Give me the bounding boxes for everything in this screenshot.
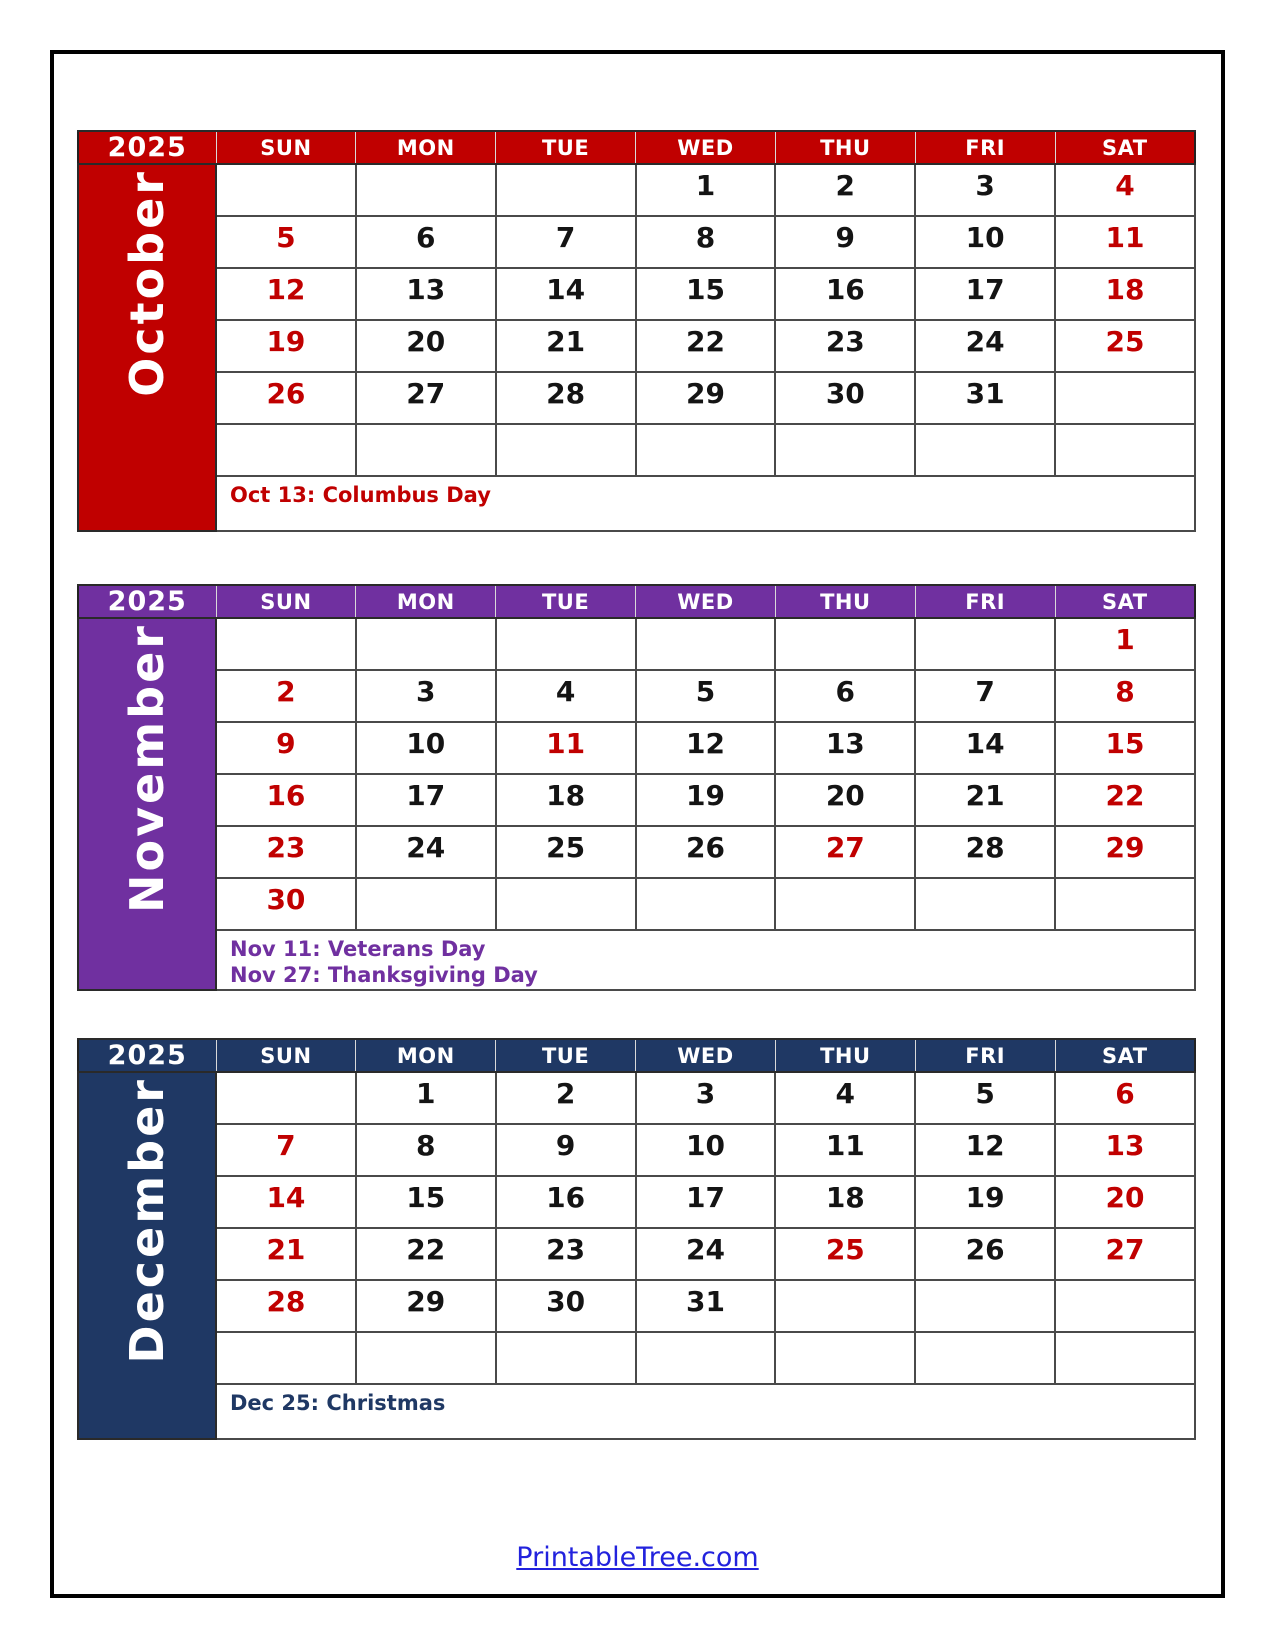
date-cell-20: 20 [1055, 1176, 1195, 1228]
date-cell-26: 26 [915, 1228, 1055, 1280]
date-cell-empty [216, 1332, 356, 1384]
date-cell-10: 10 [356, 722, 496, 774]
date-cell-5: 5 [636, 670, 776, 722]
date-cell-9: 9 [216, 722, 356, 774]
day-header-fri: FRI [915, 1039, 1055, 1072]
date-cell-29: 29 [356, 1280, 496, 1332]
date-cell-31: 31 [915, 372, 1055, 424]
date-cell-11: 11 [496, 722, 636, 774]
day-header-mon: MON [356, 585, 496, 618]
week-row [78, 1280, 1195, 1332]
date-cell-3: 3 [636, 1072, 776, 1124]
date-cell-31: 31 [636, 1280, 776, 1332]
date-cell-empty [1055, 878, 1195, 930]
holiday-note: Oct 13: Columbus Day [230, 483, 491, 507]
year-label: 2025 [78, 585, 216, 618]
date-cell-20: 20 [356, 320, 496, 372]
date-cell-1: 1 [1055, 618, 1195, 670]
day-header-wed: WED [636, 1039, 776, 1072]
date-cell-30: 30 [496, 1280, 636, 1332]
date-cell-empty [496, 878, 636, 930]
date-cell-empty [216, 424, 356, 476]
date-cell-22: 22 [636, 320, 776, 372]
day-header-wed: WED [636, 585, 776, 618]
date-cell-3: 3 [356, 670, 496, 722]
date-cell-10: 10 [636, 1124, 776, 1176]
holiday-notes-row [78, 1384, 1195, 1439]
day-header-mon: MON [356, 131, 496, 164]
date-cell-29: 29 [1055, 826, 1195, 878]
week-row [78, 618, 1195, 670]
date-cell-25: 25 [775, 1228, 915, 1280]
date-cell-17: 17 [915, 268, 1055, 320]
holiday-notes [216, 930, 1195, 990]
date-cell-11: 11 [775, 1124, 915, 1176]
date-cell-28: 28 [915, 826, 1055, 878]
date-cell-23: 23 [775, 320, 915, 372]
week-row [78, 722, 1195, 774]
printabletree-link[interactable]: PrintableTree.com [516, 1542, 759, 1573]
day-header-fri: FRI [915, 131, 1055, 164]
date-cell-empty [356, 1332, 496, 1384]
date-cell-20: 20 [775, 774, 915, 826]
date-cell-24: 24 [915, 320, 1055, 372]
october-calendar [77, 130, 1196, 532]
month-bar [78, 618, 216, 990]
date-cell-19: 19 [636, 774, 776, 826]
date-cell-19: 19 [915, 1176, 1055, 1228]
date-cell-14: 14 [915, 722, 1055, 774]
date-cell-empty [496, 164, 636, 216]
date-cell-8: 8 [636, 216, 776, 268]
date-cell-empty [216, 164, 356, 216]
date-cell-26: 26 [636, 826, 776, 878]
holiday-note: Nov 11: Veterans Day [230, 937, 486, 961]
date-cell-29: 29 [636, 372, 776, 424]
date-cell-empty [496, 424, 636, 476]
holiday-note: Nov 27: Thanksgiving Day [230, 963, 538, 988]
year-label: 2025 [78, 1039, 216, 1072]
date-cell-24: 24 [636, 1228, 776, 1280]
date-cell-6: 6 [775, 670, 915, 722]
date-cell-empty [915, 1280, 1055, 1332]
date-cell-27: 27 [1055, 1228, 1195, 1280]
day-header-sat: SAT [1055, 585, 1195, 618]
date-cell-4: 4 [775, 1072, 915, 1124]
week-row [78, 1332, 1195, 1384]
date-cell-13: 13 [356, 268, 496, 320]
date-cell-16: 16 [496, 1176, 636, 1228]
week-row [78, 670, 1195, 722]
date-cell-27: 27 [775, 826, 915, 878]
week-row [78, 320, 1195, 372]
date-cell-14: 14 [496, 268, 636, 320]
date-cell-empty [356, 424, 496, 476]
weekday-header-row [78, 585, 1195, 618]
holiday-notes-row [78, 476, 1195, 531]
weekday-header-row [78, 1039, 1195, 1072]
day-header-tue: TUE [496, 131, 636, 164]
date-cell-empty [915, 424, 1055, 476]
date-cell-23: 23 [496, 1228, 636, 1280]
date-cell-13: 13 [775, 722, 915, 774]
date-cell-8: 8 [1055, 670, 1195, 722]
footer [0, 1542, 1275, 1573]
date-cell-9: 9 [775, 216, 915, 268]
holiday-notes [216, 1384, 1195, 1439]
date-cell-empty [775, 878, 915, 930]
date-cell-17: 17 [636, 1176, 776, 1228]
week-row [78, 774, 1195, 826]
date-cell-18: 18 [775, 1176, 915, 1228]
date-cell-2: 2 [775, 164, 915, 216]
date-cell-4: 4 [1055, 164, 1195, 216]
date-cell-11: 11 [1055, 216, 1195, 268]
week-row [78, 216, 1195, 268]
date-cell-empty [356, 618, 496, 670]
date-cell-empty [216, 618, 356, 670]
date-cell-empty [775, 618, 915, 670]
week-row [78, 164, 1195, 216]
december-calendar [77, 1038, 1196, 1440]
date-cell-15: 15 [356, 1176, 496, 1228]
date-cell-21: 21 [915, 774, 1055, 826]
date-cell-4: 4 [496, 670, 636, 722]
date-cell-16: 16 [775, 268, 915, 320]
date-cell-empty [915, 878, 1055, 930]
date-cell-12: 12 [216, 268, 356, 320]
date-cell-21: 21 [496, 320, 636, 372]
date-cell-27: 27 [356, 372, 496, 424]
date-cell-15: 15 [636, 268, 776, 320]
date-cell-2: 2 [216, 670, 356, 722]
date-cell-empty [1055, 372, 1195, 424]
date-cell-17: 17 [356, 774, 496, 826]
week-row [78, 372, 1195, 424]
day-header-thu: THU [775, 585, 915, 618]
month-label: December [120, 1077, 174, 1364]
day-header-sat: SAT [1055, 131, 1195, 164]
date-cell-2: 2 [496, 1072, 636, 1124]
date-cell-empty [356, 878, 496, 930]
date-cell-empty [1055, 1280, 1195, 1332]
date-cell-empty [496, 618, 636, 670]
week-row [78, 268, 1195, 320]
date-cell-7: 7 [216, 1124, 356, 1176]
date-cell-3: 3 [915, 164, 1055, 216]
date-cell-28: 28 [216, 1280, 356, 1332]
week-row [78, 878, 1195, 930]
week-row [78, 1072, 1195, 1124]
date-cell-26: 26 [216, 372, 356, 424]
date-cell-18: 18 [496, 774, 636, 826]
day-header-wed: WED [636, 131, 776, 164]
week-row [78, 1124, 1195, 1176]
date-cell-16: 16 [216, 774, 356, 826]
date-cell-empty [356, 164, 496, 216]
week-row [78, 424, 1195, 476]
date-cell-8: 8 [356, 1124, 496, 1176]
date-cell-6: 6 [356, 216, 496, 268]
day-header-sun: SUN [216, 585, 356, 618]
date-cell-24: 24 [356, 826, 496, 878]
november-calendar [77, 584, 1196, 991]
date-cell-empty [775, 1280, 915, 1332]
date-cell-6: 6 [1055, 1072, 1195, 1124]
holiday-notes [216, 476, 1195, 531]
date-cell-5: 5 [216, 216, 356, 268]
date-cell-9: 9 [496, 1124, 636, 1176]
date-cell-empty [636, 424, 776, 476]
date-cell-28: 28 [496, 372, 636, 424]
date-cell-22: 22 [356, 1228, 496, 1280]
date-cell-empty [496, 1332, 636, 1384]
week-row [78, 1228, 1195, 1280]
day-header-thu: THU [775, 131, 915, 164]
date-cell-empty [915, 1332, 1055, 1384]
date-cell-empty [775, 1332, 915, 1384]
date-cell-7: 7 [915, 670, 1055, 722]
week-row [78, 1176, 1195, 1228]
month-bar [78, 164, 216, 531]
date-cell-empty [636, 1332, 776, 1384]
month-label: October [120, 169, 174, 397]
date-cell-14: 14 [216, 1176, 356, 1228]
holiday-notes-row [78, 930, 1195, 990]
day-header-mon: MON [356, 1039, 496, 1072]
day-header-thu: THU [775, 1039, 915, 1072]
date-cell-empty [216, 1072, 356, 1124]
date-cell-19: 19 [216, 320, 356, 372]
date-cell-30: 30 [775, 372, 915, 424]
date-cell-23: 23 [216, 826, 356, 878]
date-cell-empty [915, 618, 1055, 670]
date-cell-empty [1055, 1332, 1195, 1384]
date-cell-21: 21 [216, 1228, 356, 1280]
week-row [78, 826, 1195, 878]
date-cell-12: 12 [915, 1124, 1055, 1176]
day-header-tue: TUE [496, 585, 636, 618]
date-cell-22: 22 [1055, 774, 1195, 826]
date-cell-empty [636, 618, 776, 670]
date-cell-15: 15 [1055, 722, 1195, 774]
day-header-sat: SAT [1055, 1039, 1195, 1072]
date-cell-10: 10 [915, 216, 1055, 268]
date-cell-empty [775, 424, 915, 476]
date-cell-30: 30 [216, 878, 356, 930]
date-cell-13: 13 [1055, 1124, 1195, 1176]
date-cell-1: 1 [636, 164, 776, 216]
holiday-note: Dec 25: Christmas [230, 1391, 446, 1415]
date-cell-12: 12 [636, 722, 776, 774]
day-header-sun: SUN [216, 131, 356, 164]
date-cell-25: 25 [496, 826, 636, 878]
day-header-fri: FRI [915, 585, 1055, 618]
date-cell-empty [636, 878, 776, 930]
weekday-header-row [78, 131, 1195, 164]
date-cell-25: 25 [1055, 320, 1195, 372]
date-cell-7: 7 [496, 216, 636, 268]
day-header-tue: TUE [496, 1039, 636, 1072]
month-label: November [120, 623, 174, 914]
date-cell-5: 5 [915, 1072, 1055, 1124]
year-label: 2025 [78, 131, 216, 164]
date-cell-empty [1055, 424, 1195, 476]
date-cell-1: 1 [356, 1072, 496, 1124]
date-cell-18: 18 [1055, 268, 1195, 320]
month-bar [78, 1072, 216, 1439]
day-header-sun: SUN [216, 1039, 356, 1072]
